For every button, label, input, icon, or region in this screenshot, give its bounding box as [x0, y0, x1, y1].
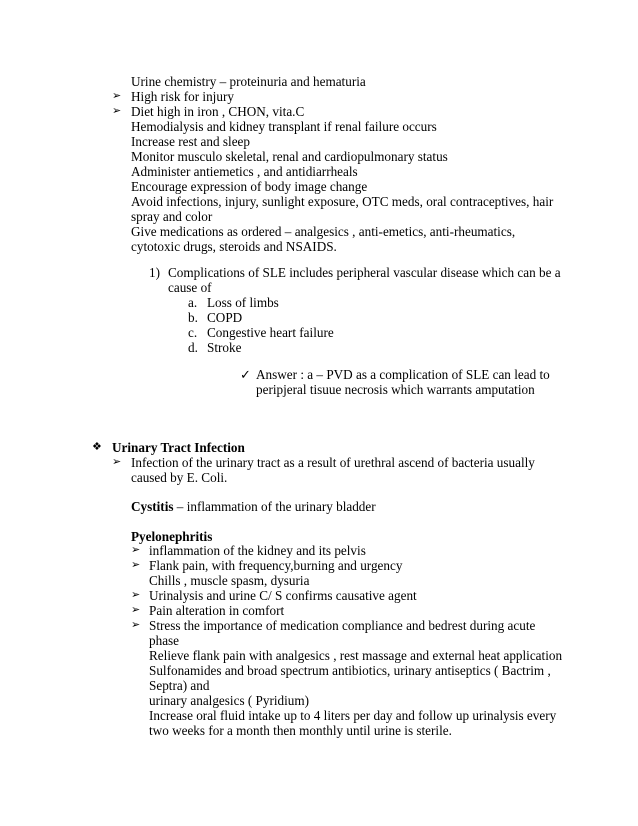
arrow-bullet-icon: ➢	[112, 105, 122, 117]
question-text-cont: cause of	[168, 280, 212, 295]
sle-line: Encourage expression of body image change	[131, 179, 368, 194]
cystitis-term: Cystitis	[131, 499, 174, 514]
uti-heading: Urinary Tract Infection	[112, 440, 245, 455]
option-text: Congestive heart failure	[207, 325, 334, 340]
pyelo-bullet-cont: Chills , muscle spasm, dysuria	[149, 573, 310, 588]
sle-line: Hemodialysis and kidney transplant if renal failure occurs	[131, 119, 437, 134]
option-text: COPD	[207, 310, 243, 325]
arrow-bullet-icon: ➢	[131, 604, 141, 616]
pyelo-line: Septra) and	[149, 678, 210, 693]
option-letter: c.	[188, 325, 198, 340]
pyelo-line: two weeks for a month then monthly until urine is sterile.	[149, 723, 452, 738]
arrow-bullet-icon: ➢	[112, 90, 122, 102]
option-text: Stroke	[207, 340, 242, 355]
answer-text: Answer : a – PVD as a complication of SLE can lead to	[256, 367, 550, 382]
answer-text-cont: peripjeral tisuue necrosis which warrants amputation	[256, 382, 535, 397]
cystitis-definition: – inflammation of the urinary bladder	[173, 499, 376, 514]
pyelo-bullet: Stress the importance of medication compliance and bedrest during acute	[149, 618, 536, 633]
pyelo-line: Relieve flank pain with analgesics , rest massage and external heat application	[149, 648, 563, 663]
pyelo-bullet: inflammation of the kidney and its pelvis	[149, 543, 366, 558]
pyelo-bullet: Urinalysis and urine C/ S confirms causative agent	[149, 588, 417, 603]
arrow-bullet-icon: ➢	[131, 544, 141, 556]
pyelo-line: Sulfonamides and broad spectrum antibiotics, urinary antiseptics ( Bactrim ,	[149, 663, 551, 678]
arrow-bullet-icon: ➢	[131, 589, 141, 601]
uti-bullet-1: Infection of the urinary tract as a result of urethral ascend of bacteria usually	[131, 455, 535, 470]
option-letter: b.	[188, 310, 198, 325]
sle-line: Give medications as ordered – analgesics , anti-emetics, anti-rheumatics,	[131, 224, 516, 239]
sle-line: spray and color	[131, 209, 213, 224]
option-letter: a.	[188, 295, 198, 310]
option-text: Loss of limbs	[207, 295, 279, 310]
pyelo-heading: Pyelonephritis	[131, 529, 213, 544]
check-bullet-icon: ✓	[240, 367, 251, 382]
arrow-bullet-icon: ➢	[112, 456, 122, 468]
pyelo-line: urinary analgesics ( Pyridium)	[149, 693, 310, 708]
question-text: Complications of SLE includes peripheral vascular disease which can be a	[168, 265, 561, 280]
question-number: 1)	[149, 265, 160, 280]
diamond-bullet-icon: ❖	[92, 441, 102, 453]
pyelo-bullet: Pain alteration in comfort	[149, 603, 285, 618]
sle-line: Avoid infections, injury, sunlight exposure, OTC meds, oral contraceptives, hair	[131, 194, 554, 209]
pyelo-line: Increase oral fluid intake up to 4 liters per day and follow up urinalysis every	[149, 708, 557, 723]
arrow-bullet-icon: ➢	[131, 559, 141, 571]
sle-line: Monitor musculo skeletal, renal and cardiopulmonary status	[131, 149, 448, 164]
sle-line: Administer antiemetics , and antidiarrheals	[131, 164, 358, 179]
sle-line: cytotoxic drugs, steroids and NSAIDS.	[131, 239, 337, 254]
sle-line: Increase rest and sleep	[131, 134, 250, 149]
sle-bullet-2: Diet high in iron , CHON, vita.C	[131, 104, 305, 119]
cystitis-line	[131, 499, 376, 514]
sle-intro: Urine chemistry – proteinuria and hematuria	[131, 74, 366, 89]
arrow-bullet-icon: ➢	[131, 619, 141, 631]
pyelo-bullet: Flank pain, with frequency,burning and urgency	[149, 558, 403, 573]
uti-bullet-1-cont: caused by E. Coli.	[131, 470, 228, 485]
option-letter: d.	[188, 340, 198, 355]
sle-bullet-1: High risk for injury	[131, 89, 234, 104]
pyelo-line: phase	[149, 633, 180, 648]
